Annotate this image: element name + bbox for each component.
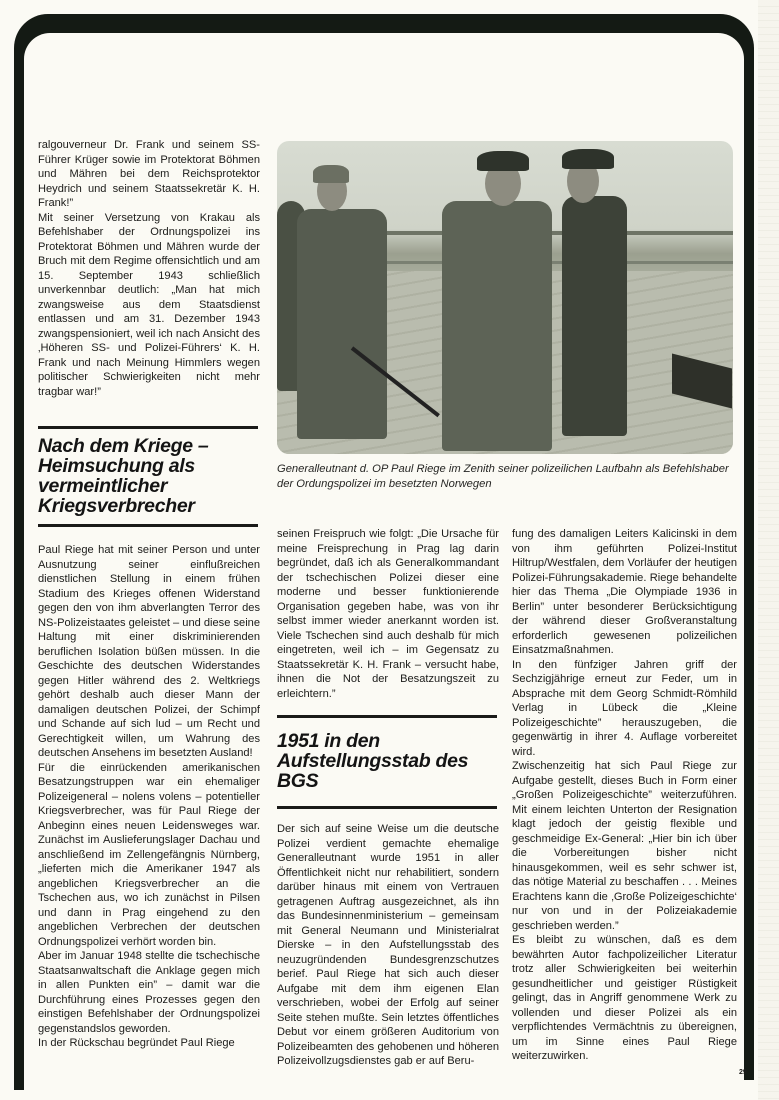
- cap: [477, 151, 529, 171]
- section-heading-after-war: Nach dem Kriege – Heimsuchung als vermeintlicher Kriegsverbrecher: [38, 435, 209, 517]
- column-2-top-text: [277, 527, 499, 701]
- page-number: 29: [739, 1069, 747, 1076]
- paragraph: ralgouverneur Dr. Frank und seinem SS-Führer Krüger sowie im Protektorat Böhmen und Mähren bei dem Reichsprotektor Heydrich und seinem Staatssekretär K. H. Frank!”: [38, 139, 260, 209]
- figure-officer: [562, 196, 627, 436]
- cap: [562, 149, 614, 169]
- paragraph: In der Rückschau begründet Paul Riege: [38, 1037, 235, 1049]
- column-1-bottom-text: [38, 543, 260, 1051]
- paragraph: Mit seiner Versetzung von Krakau als Befehlshaber der Ordnungspolizei ins Protektorat Böhmen und Mähren wurde der Bruch mit dem Regime offensichtlich und am 15. September 1943 schließlich unverkennbar deutlich: „Man hat mich zwangsweise aus dem Staatsdienst entlassen und am 31. Dezember 1943 zwangspensioniert, weil ich nach Ansicht des ‚Höheren SS- und Polizei-Führers‘ K. H. Frank und nach Meinung Himmlers wegen politischer Schwierigkeiten nicht mehr tragbar war!”: [38, 211, 260, 398]
- paragraph: Der sich auf seine Weise um die deutsche Polizei verdient gemachte ehemalige Generalleutnant wurde 1951 in aller Öffentlichkeit nicht nur rehabilitiert, sondern darüber hinaus mit einem von Vertrauen getragenen Auftrag ausgezeichnet, als ihn das Bundesinnenministerium – gemeinsam mit General Neumann und Ministerialrat Dierske – in den Aufstellungsstab des neuzugründenden Bundesgrenzschutzes berief. Paul Riege hat sich auch dieser Aufgabe mit dem ihm eigenen Elan verschrieben, wobei der Erfolg auf seiner Seite stehen mußte. Sein letztes öffentliches Debut vor einem größeren Auditorium von Polizeibeamten des gehobenen und höheren Polizeivollzugsdienstes gab er auf Beru-: [277, 823, 499, 1067]
- page-edge: [758, 0, 779, 1100]
- page-frame-right-border: [744, 50, 754, 1080]
- paragraph: Es bleibt zu wünschen, daß es dem bewährten Autor fachpolizeilicher Literatur trotz aller Schwierigkeiten bei weiterhin gesundheitlicher und geistiger Rüstigkeit gelingt, das in Angriff genommene Werk zu vollenden und dieser Polizei als ein verpflichtendes Vermächtnis zu übereignen, um im Sinne eines Paul Riege weiterzuwirken.: [512, 934, 737, 1062]
- historical-photo: [277, 141, 733, 454]
- page-frame-left-border: [14, 50, 24, 1090]
- paragraph: Zwischenzeitig hat sich Paul Riege zur Aufgabe gestellt, dieses Buch in Form einer „Großen Polizeigeschichte” weiterzuführen. Mit einem leichten Unterton der Resignation klagt jedoch der geistig flexible und geschmeidige Ex-General: „Hier bin ich über die Vorbereitungen bisher nicht hinausgekommen, weil es sehr schwer ist, das nötige Material zu beschaffen . . . Meines Erachtens kann die ‚Große Polizeigeschichte‘ nur von und in der Polizeiakademie geschrieben werden.”: [512, 760, 737, 932]
- cap: [313, 165, 349, 183]
- paragraph: Aber im Januar 1948 stellte die tschechische Staatsanwaltschaft die Anklage gegen mich in allen Punkten ein” – damit war die Durchführung eines Prozesses gegen den einstigen Befehlshaber der Ordnungspolizei gegenstandslos geworden.: [38, 950, 260, 1035]
- heading-rule-top: [38, 426, 258, 429]
- column-1-top-text: [38, 138, 260, 399]
- page-frame-inner: [24, 33, 744, 93]
- heading-rule-bottom: [38, 524, 258, 527]
- paragraph: Paul Riege hat mit seiner Person und unter Ausnutzung seiner einflußreichen dienstlichen Stellung in einem frühen Stadium des Krieges offenen Widerstand gegen den von ihm abverlangten Terror des NS-Polizeistaates geleistet – und diese seine Haltung mit einer diskriminierenden beruflichen Isolation büßen müssen. In die Geschichte des deutschen Widerstandes gegen Hitler während des 2. Weltkriegs gehört deshalb auch dieser Mann der damaligen deutschen Polizei, der Schimpf und Schande auf sich lud – um Recht und Gerechtigkeit willen, um Wahrung des deutschen Ansehens im besetzten Ausland!: [38, 544, 261, 759]
- paragraph: fung des damaligen Leiters Kalicinski in dem von ihm geführten Polizei-Institut Hiltrup/Westfalen, dem Vorläufer der heutigen Polizei-Führungsakademie. Riege behandelte hier das Thema „Die Olympiade 1936 in Berlin” unter besonderer Berücksichtigung der während dieser Großveranstaltung erforderlich gewesenen polizeilichen Einsatzmaßnahmen.: [512, 528, 737, 656]
- heading-rule-bottom: [277, 806, 497, 809]
- figure-general: [442, 201, 552, 451]
- paragraph: In den fünfziger Jahren griff der Sechzigjährige erneut zur Feder, um in Absprache mit dem Georg Schmidt-Römhild Verlag in Lübeck die „Kleine Polizeigeschichte” herauszugeben, die gegenwärtig in ihrer 4. Auflage vorbereitet wird.: [512, 658, 737, 758]
- column-2-bottom-text: [277, 822, 499, 1069]
- photo-caption: Generalleutnant d. OP Paul Riege im Zenith seiner polizeilichen Laufbahn als Befehlshaber der Ordungspolizei im besetzten Norwegen: [277, 463, 729, 490]
- paragraph: Für die einrückenden amerikanischen Besatzungstruppen war ein ehemaliger Polizeigeneral – nolens volens – potentieller Kriegsverbrecher, was für Paul Riege der Anbeginn eines neuen Leidensweges war. Zunächst im Auslieferungslager Dachau und anschließend im Zellengefängnis Nürnberg, „lieferten mich die Amerikaner 1947 als angeblichen Kriegsverbrecher an die Tschechen aus, wo ich zunächst in Pilsen und dann in Prag eingehend zu den angeblichen Verbrechen der deutschen Ordnungspolizei verhört worden bin.: [38, 761, 260, 948]
- figure-clarinet-player: [297, 209, 387, 439]
- section-heading-1951-bgs: 1951 in den Aufstellungsstab des BGS: [277, 730, 469, 792]
- column-3-text: [512, 527, 737, 1064]
- paragraph: seinen Freispruch wie folgt: „Die Ursache für meine Freisprechung in Prag lag darin begründet, daß ich als Generalkommandant der tschechischen Polizei dieser eine moderne und besser funktionierende Organisation gegeben habe, was von ihr selbst immer wieder anerkannt worden ist. Viele Tschechen sind auch deshalb für mich eingetreten, weil ich – im Gegensatz zu Staatssekretär K. H. Frank – versucht habe, ihnen die Not der Besatzungszeit zu erleichtern.”: [277, 528, 499, 700]
- heading-rule-top: [277, 715, 497, 718]
